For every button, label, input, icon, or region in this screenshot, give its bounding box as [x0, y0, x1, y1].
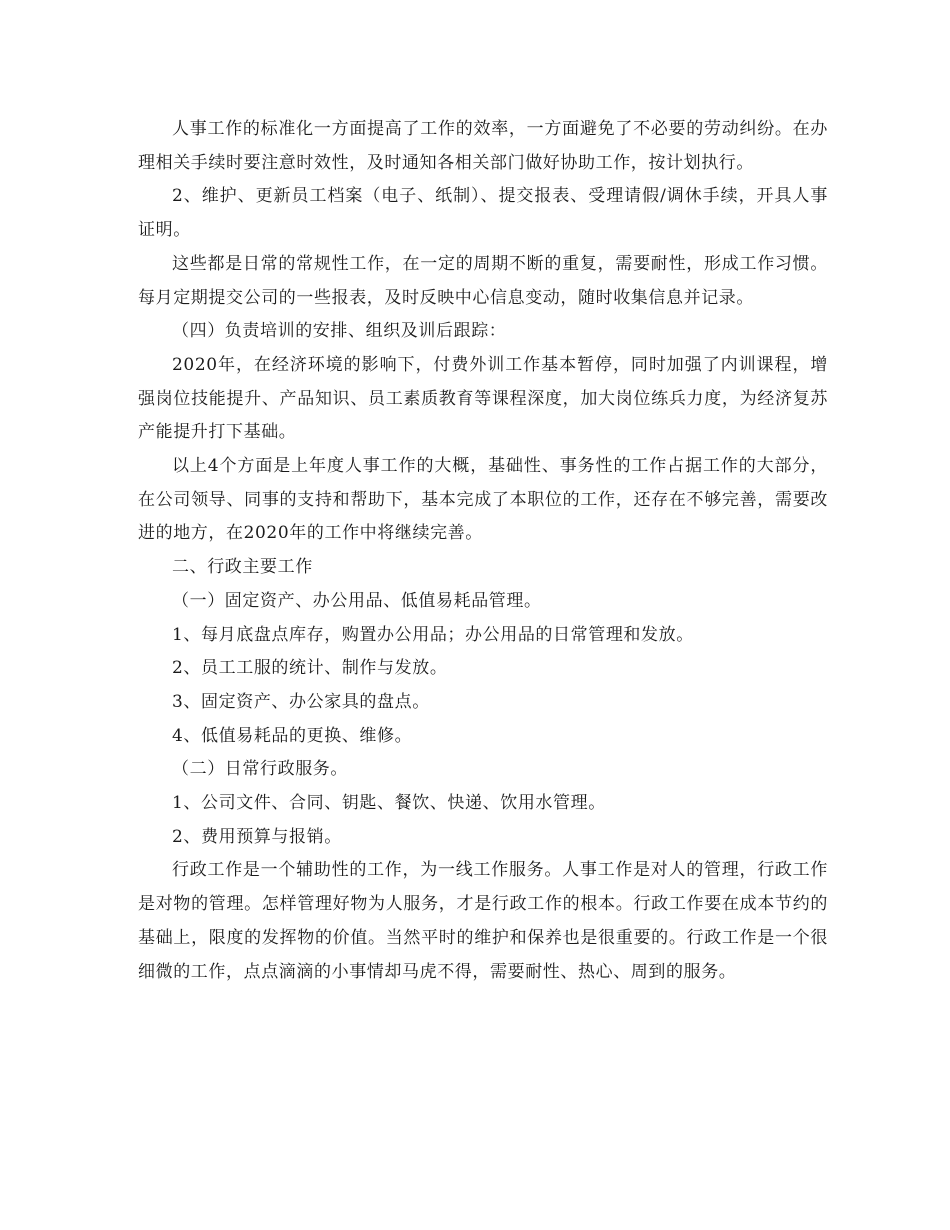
subsection-heading: （二）日常行政服务。: [172, 759, 348, 780]
subsection-heading: （一）固定资产、办公用品、低值易耗品管理。: [172, 590, 542, 611]
list-item: 2、费用预算与报销。: [172, 826, 342, 847]
list-item: 1、每月底盘点库存，购置办公用品；办公用品的日常管理和发放。: [172, 624, 694, 645]
paragraph: 以上4个方面是上年度人事工作的大概，基础性、事务性的工作占据工作的大部分，在公司领导、同事的支持和帮助下，基本完成了本职位的工作，还存在不够完善，需要改进的地方，在2020年的工作中将继续完善。: [138, 456, 828, 544]
document-body: [138, 113, 828, 989]
list-item: 4、低值易耗品的更换、维修。: [172, 725, 413, 746]
paragraph: 人事工作的标准化一方面提高了工作的效率，一方面避免了不必要的劳动纠纷。在办理相关手续时要注意时效性，及时通知各相关部门做好协助工作，按计划执行。: [138, 119, 828, 173]
list-item: 2、员工工服的统计、制作与发放。: [172, 658, 448, 679]
list-item: 3、固定资产、办公家具的盘点。: [172, 691, 430, 712]
list-item: 2、维护、更新员工档案（电子、纸制）、提交报表、受理请假/调休手续，开具人事证明。: [138, 186, 828, 241]
section-heading: 二、行政主要工作: [172, 557, 313, 578]
paragraph: 2020年，在经济环境的影响下，付费外训工作基本暂停，同时加强了内训课程，增强岗位技能提升、产品知识、员工素质教育等课程深度，加大岗位练兵力度，为经济复苏产能提升打下基础。: [138, 354, 828, 443]
section-heading: （四）负责培训的安排、组织及训后跟踪：: [172, 321, 507, 342]
list-item: 1、公司文件、合同、钥匙、餐饮、快递、饮用水管理。: [172, 793, 606, 814]
paragraph: 行政工作是一个辅助性的工作，为一线工作服务。人事工作是对人的管理，行政工作是对物的管理。怎样管理好物为人服务，才是行政工作的根本。行政工作要在成本节约的基础上，限度的发挥物的价值。当然平时的维护和保养也是很重要的。行政工作是一个很细微的工作，点点滴滴的小事情却马虎不得，需要耐性、热心、周到的服务。: [138, 860, 828, 982]
paragraph: 这些都是日常的常规性工作，在一定的周期不断的重复，需要耐性，形成工作习惯。每月定期提交公司的一些报表，及时反映中心信息变动，随时收集信息并记录。: [138, 253, 828, 308]
